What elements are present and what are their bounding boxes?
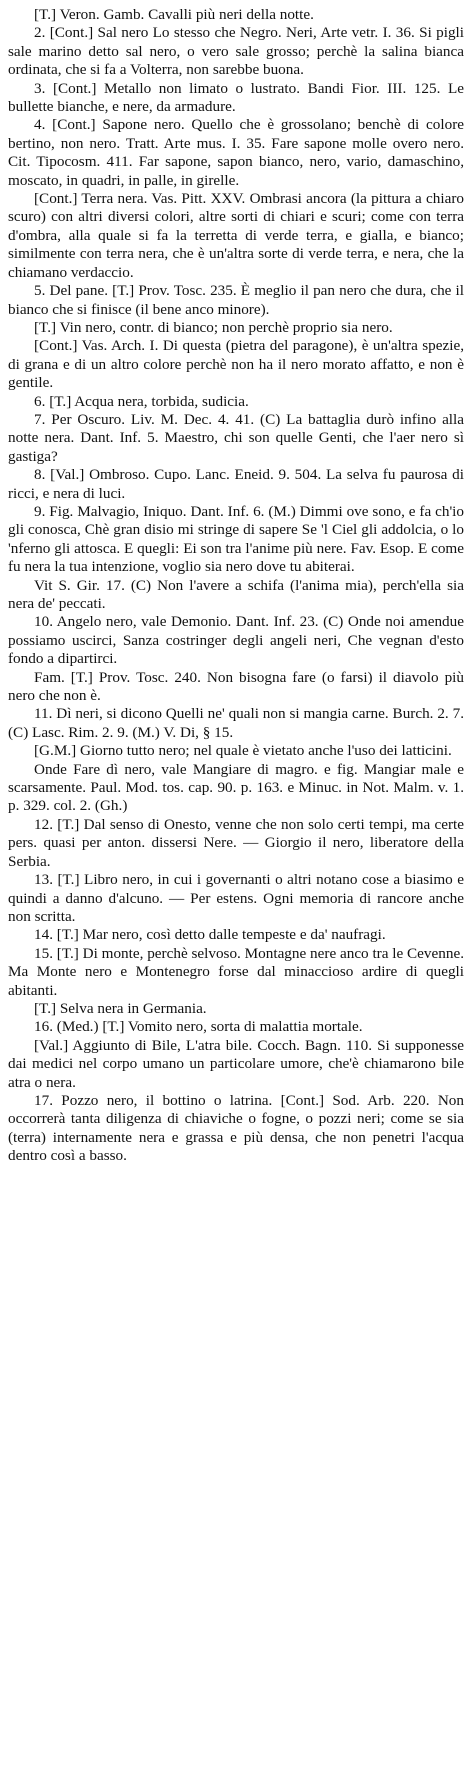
entry-paragraph: 3. [Cont.] Metallo non limato o lustrato. Bandi Fior. III. 125. Le bullette bianche, e nere, da armadure. [8, 79, 464, 116]
entry-paragraph: 7. Per Oscuro. Liv. M. Dec. 4. 41. (C) La battaglia durò infino alla notte nera. Dant. Inf. 5. Maestro, chi son quelle Genti, che l'aer nero sì gastiga? [8, 410, 464, 465]
entry-paragraph: 10. Angelo nero, vale Demonio. Dant. Inf. 23. (C) Onde noi amendue possiamo uscirci, Sanza costringer degli angeli neri, Che vegnan d'esto fondo a dipartirci. [8, 613, 464, 668]
entry-paragraph: 11. Dì neri, si dicono Quelli ne' quali non si mangia carne. Burch. 2. 7. (C) Lasc. Rim. 2. 9. (M.) V. Di, § 15. [8, 705, 464, 741]
entry-paragraph: 12. [T.] Dal senso di Onesto, venne che non solo certi tempi, ma certe pers. quasi per anton. dissersi Nere. — Giorgio il nero, liberatore della Serbia. [8, 815, 464, 870]
entry-paragraph: Vit S. Gir. 17. (C) Non l'avere a schifa (l'anima mia), perch'ella sia nera de' peccati. [8, 576, 464, 612]
entry-paragraph: 13. [T.] Libro nero, in cui i governanti o altri notano cose a biasimo e quindi a danno d'alcuno. — Per estens. Ogni memoria di rancore anche non scritta. [8, 871, 464, 925]
entry-paragraph: 6. [T.] Acqua nera, torbida, sudicia. [34, 392, 249, 410]
entry-paragraph: [G.M.] Giorno tutto nero; nel quale è vietato anche l'uso dei latticini. [34, 742, 452, 760]
entry-paragraph: 5. Del pane. [T.] Prov. Tosc. 235. È meglio il pan nero che dura, che il bianco che si finisce (il bene anco minore). [8, 282, 464, 318]
entry-paragraph: [Cont.] Vas. Arch. I. Di questa (pietra del paragone), è un'altra spezie, di grana e di un altro colore perchè non ha il nero morato affatto, e non è gentile. [8, 337, 464, 392]
entry-paragraph: [Cont.] Terra nera. Vas. Pitt. XXV. Ombrasi ancora (la pittura a chiaro scuro) con altri diversi colori, altre sorti di chiari e scuri; come con terra d'ombra, alla quale si fa la terretta di verde terra, e gialla, e bianco; similmente con terra nera, che è un'altra sorte di verde terra, e nera, che la chiamano verdaccio. [8, 190, 464, 281]
entry-paragraph: 4. [Cont.] Sapone nero. Quello che è grossolano; benchè di colore bertino, non nero. Tratt. Arte mus. I. 35. Fare sapone molle overo nero. Cit. Tipocosm. 411. Far sapone, sapon bianco, nero, vario, damaschino, moscato, in quadri, in palle, in girelle. [8, 116, 464, 189]
entry-paragraph: [T.] Vin nero, contr. di bianco; non perchè proprio sia nero. [34, 318, 393, 336]
entry-paragraph: 14. [T.] Mar nero, così detto dalle tempeste e da' naufragi. [34, 926, 386, 944]
entry-paragraph: Fam. [T.] Prov. Tosc. 240. Non bisogna fare (o farsi) il diavolo più nero che non è. [8, 668, 464, 705]
entry-paragraph: [Val.] Aggiunto di Bile, L'atra bile. Cocch. Bagn. 110. Si supponesse dai medici nel corpo umano un particolare umore, che'è chiamarono bile atra o nera. [8, 1036, 464, 1091]
entry-paragraph: 15. [T.] Di monte, perchè selvoso. Montagne nere anco tra le Cevenne. Ma Monte nero e Montenegro forse dal minaccioso ardire di quegli abitanti. [8, 944, 464, 999]
entry-paragraph: 16. (Med.) [T.] Vomito nero, sorta di malattia mortale. [34, 1018, 363, 1036]
entry-paragraph: [T.] Veron. Gamb. Cavalli più neri della notte. [34, 6, 314, 23]
entry-paragraph: 2. [Cont.] Sal nero Lo stesso che Negro. Neri, Arte vetr. I. 36. Si pigli sale marino detto sal nero, o vero sale grosso; perchè la salina bianca ordinata, che si fa a Volterra, non sarebbe buona. [8, 24, 464, 79]
entry-paragraph: Onde Fare dì nero, vale Mangiare di magro. e fig. Mangiar male e scarsamente. Paul. Mod. tos. cap. 90. p. 163. e Minuc. in Not. Malm. v. 1. p. 329. col. 2. (Gh.) [8, 760, 464, 815]
entry-paragraph: 9. Fig. Malvagio, Iniquo. Dant. Inf. 6. (M.) Dimmi ove sono, e fa ch'io gli conosca, Chè gran disio mi stringe di sapere Se 'l Ciel gli addolcia, o lo 'nferno gli attosca. E quegli: Ei son tra l'anime più nere. Fav. Esop. E come fu nera la tua intenzione, voglio sia nero dove tu abiterai. [8, 502, 464, 576]
entry-paragraph: 8. [Val.] Ombroso. Cupo. Lanc. Eneid. 9. 504. La selva fu paurosa di ricci, e nera di luci. [8, 466, 464, 502]
entry-paragraph: [T.] Selva nera in Germania. [34, 999, 207, 1017]
entry-paragraph: 17. Pozzo nero, il bottino o latrina. [Cont.] Sod. Arb. 220. Non occorrerà tanta diligenza di chiaviche o fogne, o pozzi neri; come se sia (terra) internamente nera e grassa e più densa, che non penetri l'acqua dentro così a basso. [8, 1091, 464, 1165]
